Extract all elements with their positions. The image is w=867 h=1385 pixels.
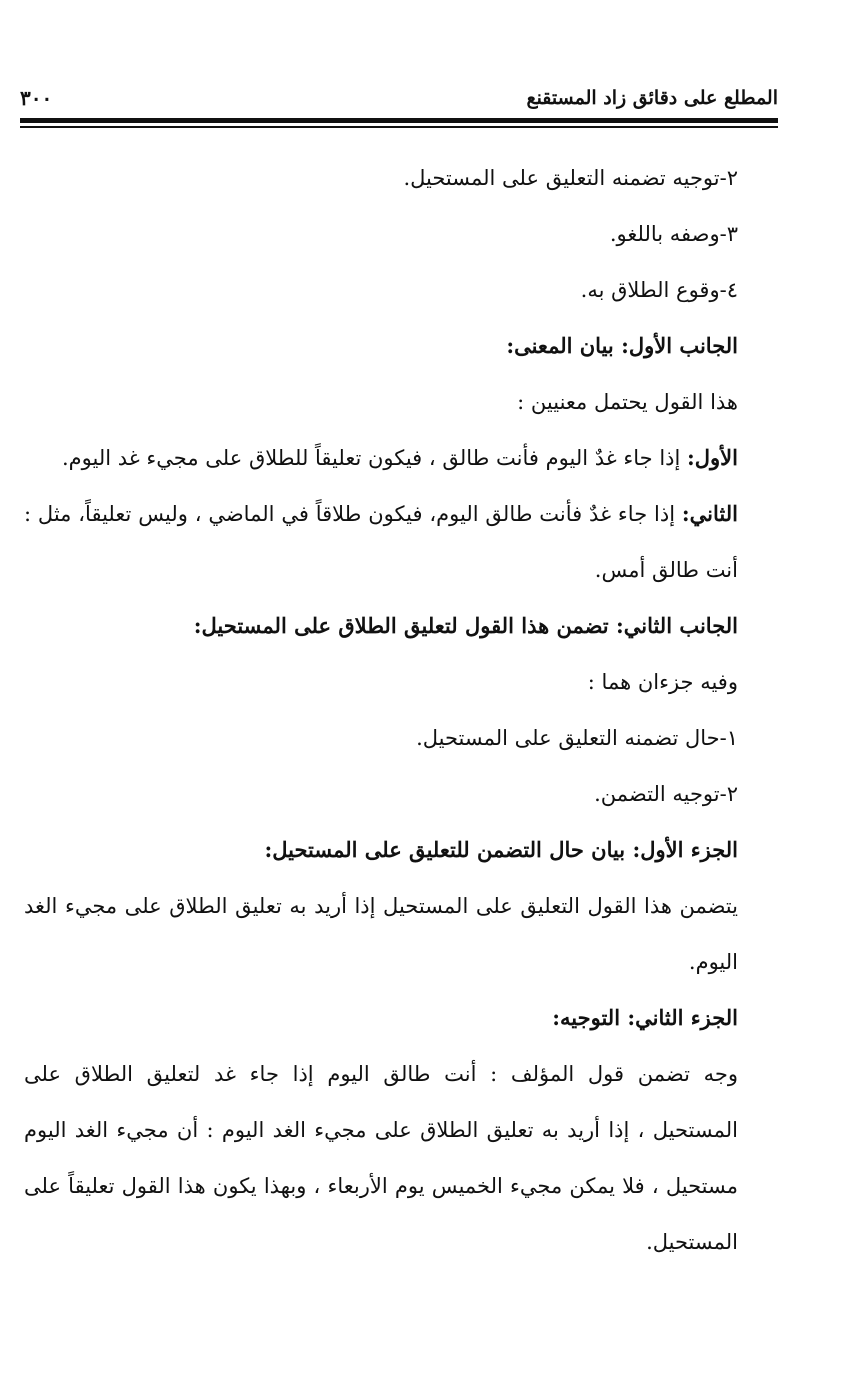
meaning-text: إذا جاء غدٌ فأنت طالق اليوم، فيكون طلاقاً في الماضي ، وليس تعليقاً، مثل : أنت طالق أمس. [24, 502, 738, 582]
header-rule-thick [20, 118, 778, 123]
book-title: المطلع على دقائق زاد المستقنع [526, 87, 778, 109]
paragraph: هذا القول يحتمل معنيين : [517, 390, 738, 414]
list-item: ٣-وصفه باللغو. [609, 222, 738, 246]
page-number: ٣٠٠ [20, 86, 53, 110]
page-header [20, 84, 778, 112]
list-item: ٤-وقوع الطلاق به. [580, 278, 738, 302]
paragraph: وجه تضمن قول المؤلف : أنت طالق اليوم إذا جاء غد لتعليق الطلاق على المستحيل ، إذا أريد به تعليق الطلاق على مجيء الغد اليوم : أن مجيء الغد اليوم مستحيل ، فلا يمكن مجيء الخميس يوم الأربعاء ، وبهذا يكون هذا القول تعليقاً على المستحيل. [24, 1062, 738, 1254]
section-heading: الجزء الأول: بيان حال التضمن للتعليق على المستحيل: [264, 837, 738, 862]
page-body [24, 150, 738, 1270]
section-heading: الجانب الثاني: تضمن هذا القول لتعليق الطلاق على المستحيل: [193, 613, 738, 638]
list-item: ٢-توجيه التضمن. [594, 782, 738, 806]
paragraph: يتضمن هذا القول التعليق على المستحيل إذا أريد به تعليق الطلاق على مجيء الغد اليوم. [24, 894, 738, 974]
header-rule-thin [20, 126, 778, 128]
meaning-label: الأول: [687, 445, 738, 470]
list-item: ١-حال تضمنه التعليق على المستحيل. [416, 726, 738, 750]
list-item: ٢-توجيه تضمنه التعليق على المستحيل. [403, 166, 738, 190]
paragraph: وفيه جزءان هما : [587, 670, 738, 694]
section-heading: الجانب الأول: بيان المعنى: [506, 333, 738, 358]
meaning-text: إذا جاء غدٌ اليوم فأنت طالق ، فيكون تعليقاً للطلاق على مجيء غد اليوم. [61, 446, 688, 470]
section-heading: الجزء الثاني: التوجيه: [552, 1005, 738, 1030]
paragraph [24, 430, 738, 486]
paragraph [24, 486, 738, 598]
meaning-label: الثاني: [681, 501, 738, 526]
